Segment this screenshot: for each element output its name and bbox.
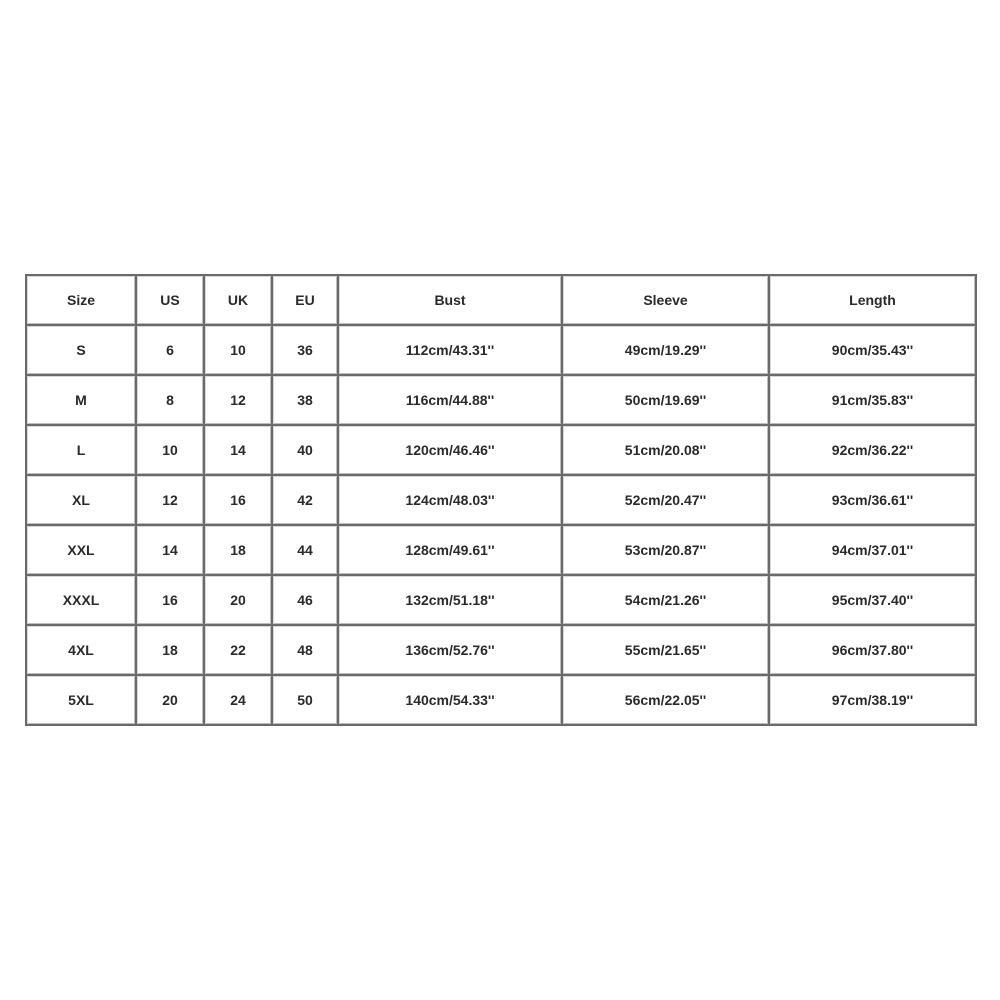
table-cell: M (27, 376, 137, 426)
table-cell: 24 (205, 676, 273, 726)
table-cell: 8 (137, 376, 205, 426)
table-cell: 92cm/36.22'' (770, 426, 977, 476)
table-cell: 16 (137, 576, 205, 626)
table-cell: 52cm/20.47'' (563, 476, 770, 526)
table-cell: 120cm/46.46'' (339, 426, 563, 476)
table-cell: 49cm/19.29'' (563, 326, 770, 376)
table-cell: 12 (137, 476, 205, 526)
table-cell: 12 (205, 376, 273, 426)
table-cell: 116cm/44.88'' (339, 376, 563, 426)
table-row (27, 626, 977, 676)
table-cell: 91cm/35.83'' (770, 376, 977, 426)
table-cell: 14 (205, 426, 273, 476)
table-cell: 50 (273, 676, 339, 726)
table-cell: 112cm/43.31'' (339, 326, 563, 376)
table-row (27, 376, 977, 426)
table-cell: 54cm/21.26'' (563, 576, 770, 626)
table-header-cell: Bust (339, 276, 563, 326)
table-cell: XXXL (27, 576, 137, 626)
table-cell: 53cm/20.87'' (563, 526, 770, 576)
table-cell: 136cm/52.76'' (339, 626, 563, 676)
table-cell: 56cm/22.05'' (563, 676, 770, 726)
table-header-cell: Length (770, 276, 977, 326)
table-cell: 36 (273, 326, 339, 376)
table-header-cell: EU (273, 276, 339, 326)
table-header-cell: Size (27, 276, 137, 326)
table-cell: 42 (273, 476, 339, 526)
table-cell: XXL (27, 526, 137, 576)
table-cell: 4XL (27, 626, 137, 676)
table-cell: 6 (137, 326, 205, 376)
table-cell: 124cm/48.03'' (339, 476, 563, 526)
table-cell: 97cm/38.19'' (770, 676, 977, 726)
table-cell: 96cm/37.80'' (770, 626, 977, 676)
table-row (27, 426, 977, 476)
table-header-cell: US (137, 276, 205, 326)
table-cell: 128cm/49.61'' (339, 526, 563, 576)
table-cell: 95cm/37.40'' (770, 576, 977, 626)
table-cell: 51cm/20.08'' (563, 426, 770, 476)
table-cell: 132cm/51.18'' (339, 576, 563, 626)
table-header-cell: UK (205, 276, 273, 326)
table-cell: 10 (137, 426, 205, 476)
table-row (27, 476, 977, 526)
table-cell: 38 (273, 376, 339, 426)
table-header-row (27, 276, 977, 326)
table-cell: 55cm/21.65'' (563, 626, 770, 676)
table-cell: 48 (273, 626, 339, 676)
table-cell: 18 (205, 526, 273, 576)
table-cell: 140cm/54.33'' (339, 676, 563, 726)
table-header-cell: Sleeve (563, 276, 770, 326)
table-row (27, 526, 977, 576)
table-cell: 20 (137, 676, 205, 726)
table-cell: 46 (273, 576, 339, 626)
table-cell: 94cm/37.01'' (770, 526, 977, 576)
table-cell: 14 (137, 526, 205, 576)
table-cell: 5XL (27, 676, 137, 726)
table-cell: 16 (205, 476, 273, 526)
table-cell: S (27, 326, 137, 376)
table-row (27, 576, 977, 626)
table-cell: 10 (205, 326, 273, 376)
table-row (27, 676, 977, 726)
table-cell: 50cm/19.69'' (563, 376, 770, 426)
table-row (27, 326, 977, 376)
table-cell: 22 (205, 626, 273, 676)
table-cell: 18 (137, 626, 205, 676)
table-cell: XL (27, 476, 137, 526)
table-cell: L (27, 426, 137, 476)
table-cell: 90cm/35.43'' (770, 326, 977, 376)
size-chart-table (25, 274, 977, 726)
table-cell: 40 (273, 426, 339, 476)
table-cell: 93cm/36.61'' (770, 476, 977, 526)
table-cell: 20 (205, 576, 273, 626)
table-cell: 44 (273, 526, 339, 576)
